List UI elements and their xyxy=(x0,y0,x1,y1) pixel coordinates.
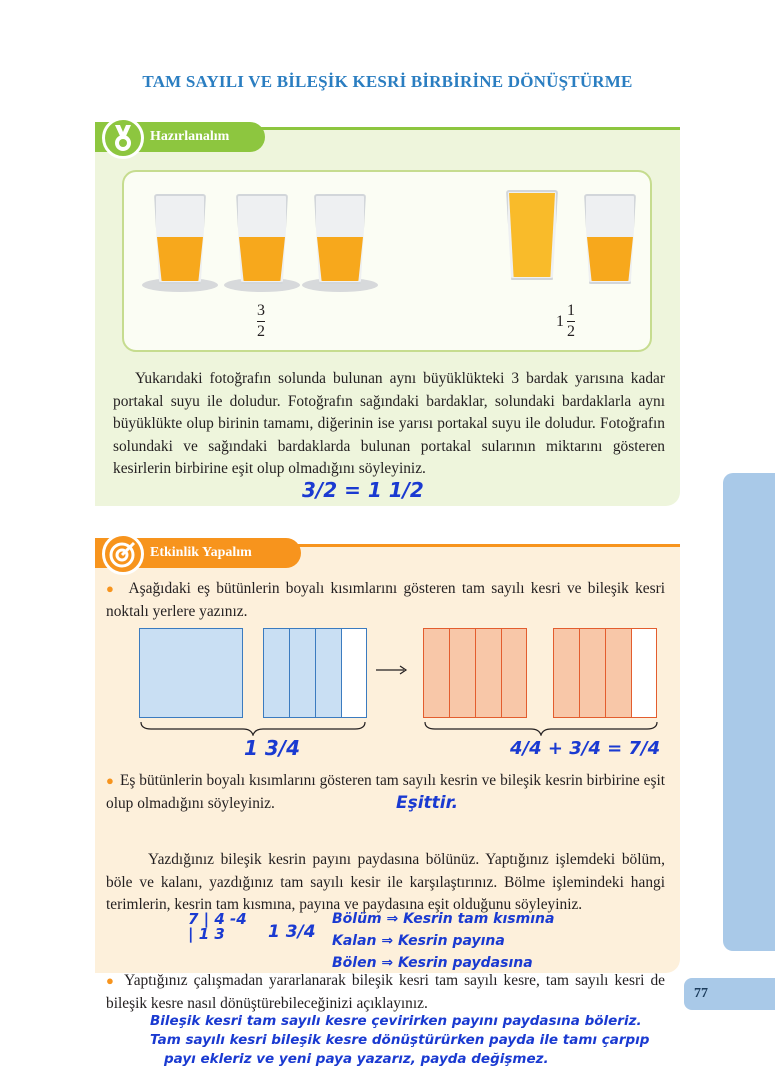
full-glass xyxy=(506,190,558,280)
page-number: 77 xyxy=(684,978,775,1010)
handwritten-answer-4-line-1: Bileşik kesri tam sayılı kesre çevirirken payını paydasına böleriz. xyxy=(150,1013,642,1029)
whole-three-quarters-blue xyxy=(263,628,367,718)
handwritten-answer-4-line-2: Tam sayılı kesri bileşik kesre dönüştürürken payda ile tamı çarpıp xyxy=(150,1032,650,1048)
handwritten-division: 7 | 4 -4 | 1 3 xyxy=(188,910,247,943)
side-tab xyxy=(723,473,775,951)
fraction-right: 1 2 xyxy=(567,302,575,340)
half-glass-4 xyxy=(584,194,636,284)
question-4-text: Yaptığınız çalışmadan yararlanarak bileşik kesri tam sayılı kesre, tam sayılı kesri de bileşik kesre nasıl dönüştürebileceğinizi açıklayınız. xyxy=(106,972,665,1012)
question-1-text: Aşağıdaki eş bütünlerin boyalı kısımlarını gösteren tam sayılı kesri ve bileşik kesri noktalı yerlere yazınız. xyxy=(106,580,665,620)
question-4 xyxy=(106,970,665,1015)
section-label: Hazırlanalım xyxy=(150,129,230,144)
fraction-left: 3 2 xyxy=(257,302,265,340)
question-1 xyxy=(106,578,665,623)
bullet-icon: ● xyxy=(106,773,114,788)
half-glass-3 xyxy=(314,194,366,284)
question-2-text: Eş bütünlerin boyalı kısımlarını gösteren tam sayılı kesrin ve bileşik kesrin birbirine eşit olup olmadığını söyleyiniz. xyxy=(106,772,665,812)
question-3: Yazdığınız bileşik kesrin payını paydasına bölünüz. Yaptığınız işlemdeki bölüm, böle ve kalanı, yazdığınız tam sayılı kesir ile karşılaştırınız. Bölme işlemindeki hangi terimlerin, kesrin tam kısmına, payına ve paydasına eşit olduğunu söyleyiniz. xyxy=(106,851,665,913)
handwritten-note-3: Bölen ⇒ Kesrin paydasına xyxy=(332,955,533,971)
brace-right xyxy=(423,720,659,736)
question-2 xyxy=(106,770,665,815)
whole-full-blue xyxy=(139,628,243,718)
handwritten-answer-4-line-3: payı ekleriz ve yeni paya yazarız, payda değişmez. xyxy=(164,1051,549,1067)
page-title: TAM SAYILI VE BİLEŞİK KESRİ BİRBİRİNE DÖNÜŞTÜRME xyxy=(142,72,633,91)
half-glass-1 xyxy=(154,194,206,284)
handwritten-answer-2: Eşittir. xyxy=(396,793,459,813)
intro-paragraph: Yukarıdaki fotoğrafın solunda bulunan aynı büyüklükteki 3 bardak yarısına kadar portakal suyu ile doludur. Fotoğrafın sağındaki bardaklar, solundaki bardaklarla aynı büyüklükte olup birinin tamamı, diğerinin ise yarısı portakal suyu ile doludur. Fotoğrafın solundaki ve sağındaki bardaklarda bulunan portakal sularının miktarını gösteren kesirlerin birbirine eşit olup olmadığını söyleyiniz. xyxy=(113,370,665,477)
handwritten-sum: 4/4 + 3/4 = 7/4 xyxy=(510,738,661,759)
medal-icon xyxy=(102,117,144,159)
handwritten-mixed-fraction: 1 3/4 xyxy=(244,736,301,760)
bullet-icon: ● xyxy=(106,973,117,988)
handwritten-mixed-fraction-2: 1 3/4 xyxy=(268,922,316,942)
fraction-right-whole: 1 xyxy=(556,313,564,330)
section-label: Etkinlik Yapalım xyxy=(150,545,252,560)
whole-three-quarters-orange xyxy=(553,628,657,718)
handwritten-note-2: Kalan ⇒ Kesrin payına xyxy=(332,933,505,949)
handwritten-note-1: Bölüm ⇒ Kesrin tam kısmına xyxy=(332,911,555,927)
handwritten-answer-1: 3/2 = 1 1/2 xyxy=(302,478,424,502)
brace-left xyxy=(139,720,367,736)
whole-quarters-orange xyxy=(423,628,527,718)
target-icon xyxy=(102,533,144,575)
bullet-icon: ● xyxy=(106,581,117,596)
half-glass-2 xyxy=(236,194,288,284)
arrow-icon xyxy=(374,664,410,676)
